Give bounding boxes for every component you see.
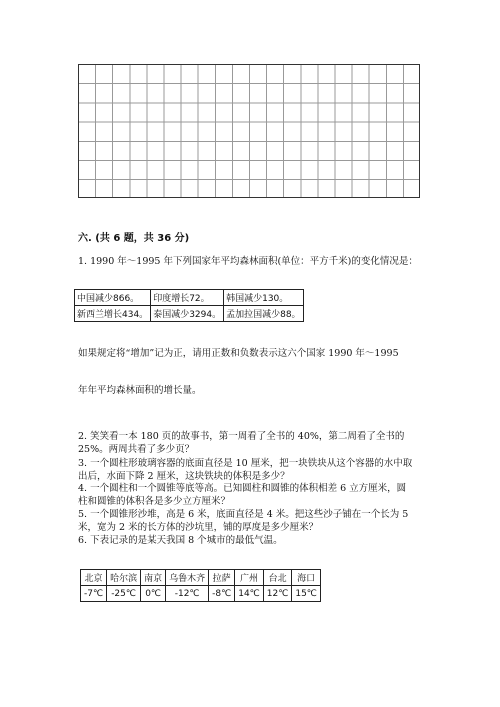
answer-grid bbox=[78, 64, 420, 198]
table-cell: 哈尔滨 bbox=[107, 570, 141, 586]
table-cell: 15℃ bbox=[292, 586, 321, 602]
q5-line1: 5. 一个圆锥形沙堆，高是 6 米，底面直径是 4 米。把这些沙子铺在一个长为 5 bbox=[78, 509, 409, 520]
table-cell: 南京 bbox=[141, 570, 166, 586]
table-cell: 12℃ bbox=[263, 586, 292, 602]
table-cell: 14℃ bbox=[235, 586, 264, 602]
q1-stem: 1. 1990 年～1995 年下列国家年平均森林面积(单位：平方千米)的变化情况是： bbox=[78, 256, 418, 267]
temperature-table bbox=[80, 569, 321, 602]
q2-line2: 25%。两周共看了多少页？ bbox=[78, 444, 195, 455]
table-cell: 拉萨 bbox=[209, 570, 235, 586]
table-cell: 韩国减少130。 bbox=[224, 290, 303, 306]
table-cell: 新西兰增长434。 bbox=[75, 306, 151, 322]
q6-stem: 6. 下表记录的是某天我国 8 个城市的最低气温。 bbox=[78, 535, 283, 546]
table-cell: 乌鲁木齐 bbox=[166, 570, 209, 586]
table-cell: -12℃ bbox=[166, 586, 209, 602]
table-cell: 泰国减少3294。 bbox=[151, 306, 224, 322]
table-cell: -7℃ bbox=[81, 586, 107, 602]
q3-line1: 3. 一个圆柱形玻璃容器的底面直径是 10 厘米，把一块铁块从这个容器的水中取 bbox=[78, 458, 413, 469]
forest-change-table bbox=[74, 289, 304, 322]
table-cell: 0℃ bbox=[141, 586, 166, 602]
table-cell: 台北 bbox=[263, 570, 292, 586]
table-cell: 海口 bbox=[292, 570, 321, 586]
table-row bbox=[75, 306, 304, 322]
table-cell: 北京 bbox=[81, 570, 107, 586]
q1-line1: 如果规定将“增加”记为正，请用正数和负数表示这六个国家 1990 年～1995 bbox=[78, 348, 399, 359]
table-cell: 印度增长72。 bbox=[151, 290, 224, 306]
q4-line1: 4. 一个圆柱和一个圆锥等底等高。已知圆柱和圆锥的体积相差 6 立方厘米，圆 bbox=[78, 483, 407, 494]
table-cell: -25℃ bbox=[107, 586, 141, 602]
table-cell: 中国减少866。 bbox=[75, 290, 151, 306]
q2-line1: 2. 笑笑看一本 180 页的故事书，第一周看了全书的 40%，第二周看了全书的 bbox=[78, 431, 405, 442]
table-row bbox=[81, 570, 321, 586]
q1-line2: 年年平均森林面积的增长量。 bbox=[78, 385, 202, 396]
table-cell: 广州 bbox=[235, 570, 264, 586]
table-row bbox=[75, 290, 304, 306]
section-title: 六. (共 6 题，共 36 分) bbox=[78, 233, 190, 244]
q4-line2: 柱和圆锥的体积各是多少立方厘米？ bbox=[78, 496, 231, 507]
table-cell: 孟加拉国减少88。 bbox=[224, 306, 303, 322]
q3-line2: 出后，水面下降 2 厘米，这块铁块的体积是多少？ bbox=[78, 471, 290, 482]
q5-line2: 米，宽为 2 米的长方体的沙坑里，铺的厚度是多少厘米？ bbox=[78, 522, 319, 533]
table-cell: -8℃ bbox=[209, 586, 235, 602]
table-row bbox=[81, 586, 321, 602]
